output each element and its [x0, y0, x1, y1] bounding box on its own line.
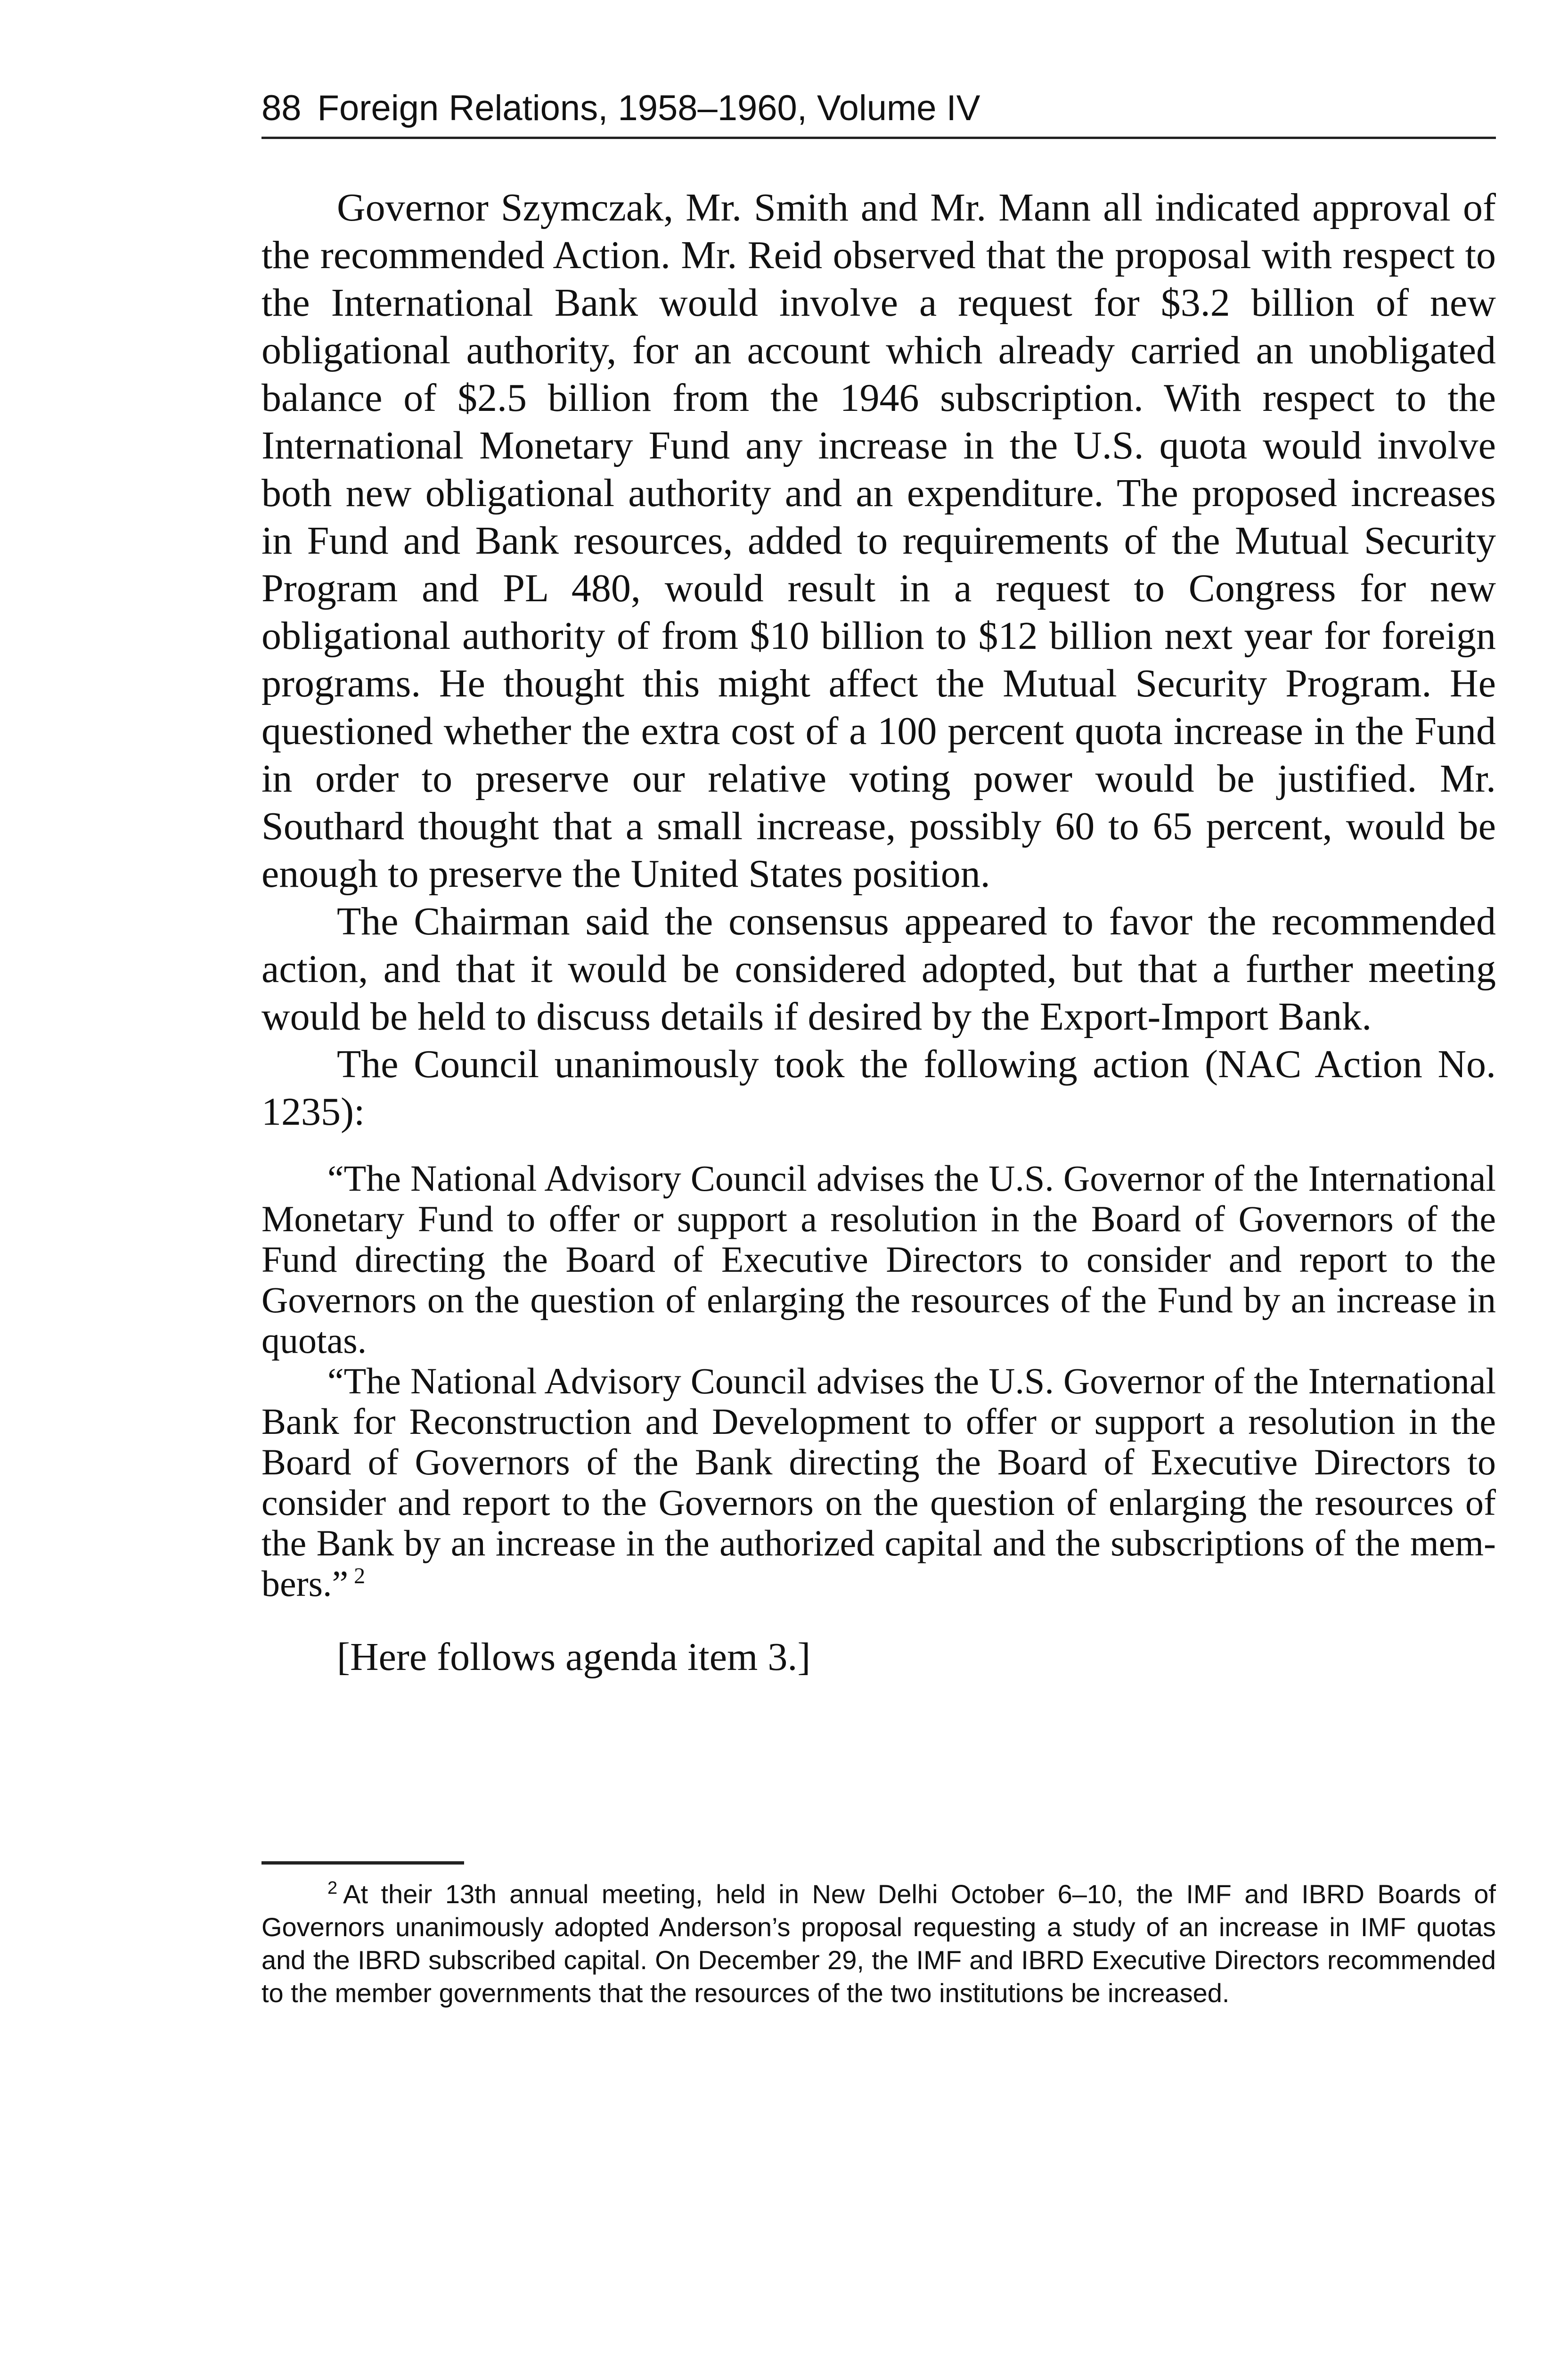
footnote-reference[interactable]: 2 — [354, 1563, 366, 1588]
paragraph-council-discussion: Governor Szymczak, Mr. Smith and Mr. Mann all indicated approval of the recommended Action. Mr. Reid observed that the proposal with respect to the International Bank would involve a request for $3.2 billion of new obligational authority, for an account which already carried an unobligated balance of $2.5 billion from the 1946 subscription. With respect to the International Monetary Fund any increase in the U.S. quota would involve both new obligational authority and an expenditure. The proposed increases in Fund and Bank resources, added to requirements of the Mutual Security Program and PL 480, would result in a request to Congress for new obligational authority of from $10 billion to $12 billion next year for foreign programs. He thought this might affect the Mutual Security Program. He questioned whether the extra cost of a 100 percent quota increase in the Fund in order to preserve our relative voting power would be justified. Mr. Southard thought that a small increase, possibly 60 to 65 percent, would be enough to preserve the United States position. — [261, 186, 1496, 896]
paragraph-council-action: The Council unanimously took the following action (NAC Action No. 1235): — [261, 1042, 1496, 1134]
quote-ibrd-text: “The National Advisory Council advises the U.S. Governor of the International Bank for Reconstruction and Development to offer or support a resolution in the Board of Governors of the Bank directing the Board of Executive Directors to consider and report to the Governors on the question of enlarging the resources of the Bank by an increase in the authorized capital and the subscriptions of the members.” — [261, 1360, 1496, 1604]
running-title: Foreign Relations, 1958–1960, Volume IV — [317, 88, 980, 128]
footnote-marker: 2 — [327, 1878, 338, 1898]
page-number: 88 — [261, 88, 302, 128]
editorial-note: [Here follows agenda item 3.] — [337, 1635, 811, 1679]
document-page — [261, 0, 1496, 2356]
quote-ibrd-resolution — [261, 1361, 1496, 1604]
footnote-divider — [261, 1861, 464, 1865]
body-text — [261, 184, 1496, 1681]
footnote — [261, 1878, 1496, 2010]
quote-imf-resolution: “The National Advisory Council advises the U.S. Governor of the International Monetary Fund to offer or support a resolution in the Board of Governors of the Fund directing the Board of Executive Directors to consider and report to the Governors on the question of enlarging the resources of the Fund by an increase in quotas. — [261, 1158, 1496, 1361]
paragraph-chairman-consensus: The Chairman said the consensus appeared to favor the recommended action, and that it would be considered adopted, but that a further meeting would be held to discuss details if desired by the Export-Import Bank. — [261, 900, 1496, 1039]
nac-action-quote — [261, 1158, 1496, 1604]
running-header — [261, 85, 1496, 139]
footnote-text: At their 13th annual meeting, held in New Delhi October 6–10, the IMF and IBRD Boards of Governors unanimously adopted Anderson’s proposal requesting a study of an increase in IMF quotas and the IBRD subscribed capital. On December 29, the IMF and IBRD Executive Directors recommended to the member governments that the resources of the two institutions be increased. — [261, 1879, 1496, 2008]
